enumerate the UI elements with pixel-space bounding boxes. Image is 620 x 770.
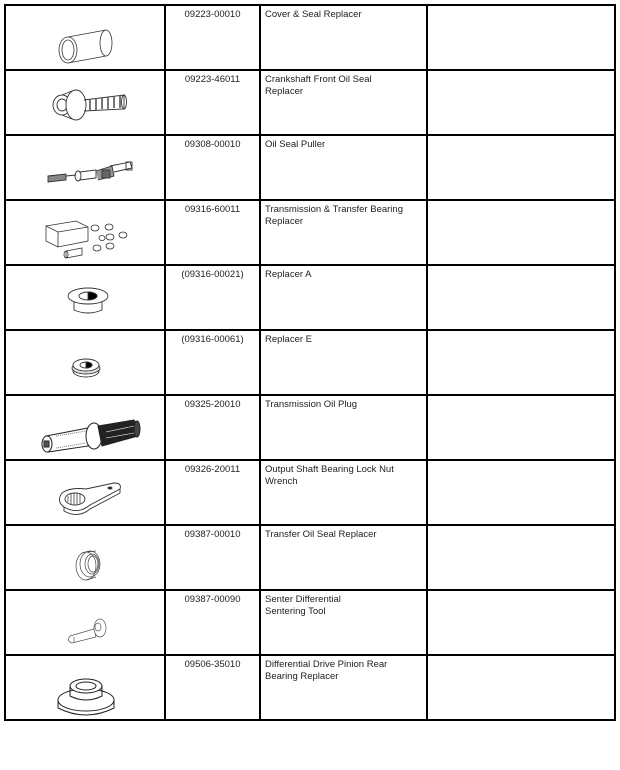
bearing-replacer-set-icon — [6, 201, 162, 266]
tool-image-cell — [5, 590, 165, 655]
tool-image-cell — [5, 70, 165, 135]
oil-plug-icon — [6, 396, 162, 461]
tool-name: Transmission Oil Plug — [260, 395, 427, 460]
tool-name: Output Shaft Bearing Lock Nut Wrench — [260, 460, 427, 525]
tool-image-cell — [5, 265, 165, 330]
replacer-ring-icon — [6, 331, 162, 396]
tool-row — [5, 590, 615, 655]
tool-name: Cover & Seal Replacer — [260, 5, 427, 70]
tool-image-cell — [5, 200, 165, 265]
notes-cell — [427, 590, 615, 655]
tool-image-cell — [5, 655, 165, 720]
notes-cell — [427, 135, 615, 200]
seal-replacer-shaft-icon — [6, 71, 162, 136]
notes-cell — [427, 265, 615, 330]
tool-row — [5, 200, 615, 265]
tool-name: Replacer E — [260, 330, 427, 395]
tool-row — [5, 395, 615, 460]
tool-image-cell — [5, 525, 165, 590]
cylinder-sleeve-icon — [6, 6, 162, 71]
part-number: 09326-20011 — [165, 460, 260, 525]
tool-image-cell — [5, 395, 165, 460]
tool-row — [5, 460, 615, 525]
seal-replacer-ring-icon — [6, 526, 162, 591]
tool-row — [5, 655, 615, 720]
tool-row — [5, 70, 615, 135]
oil-seal-puller-icon — [6, 136, 162, 201]
part-number: 09387-00090 — [165, 590, 260, 655]
part-number: 09223-00010 — [165, 5, 260, 70]
tool-name: Differential Drive Pinion Rear Bearing Replacer — [260, 655, 427, 720]
tool-name: Senter Differential Sentering Tool — [260, 590, 427, 655]
tool-name: Transfer Oil Seal Replacer — [260, 525, 427, 590]
tool-name: Replacer A — [260, 265, 427, 330]
notes-cell — [427, 70, 615, 135]
replacer-collar-icon — [6, 266, 162, 331]
tool-row — [5, 330, 615, 395]
tool-row — [5, 5, 615, 70]
tool-row — [5, 525, 615, 590]
tool-image-cell — [5, 135, 165, 200]
notes-cell — [427, 460, 615, 525]
special-tools-table — [4, 4, 616, 721]
part-number: 09223-46011 — [165, 70, 260, 135]
centering-pin-icon — [6, 591, 162, 656]
notes-cell — [427, 525, 615, 590]
tool-name: Transmission & Transfer Bearing Replacer — [260, 200, 427, 265]
part-number: 09387-00010 — [165, 525, 260, 590]
tool-image-cell — [5, 460, 165, 525]
notes-cell — [427, 655, 615, 720]
bearing-replacer-disc-icon — [6, 656, 162, 721]
tool-row — [5, 265, 615, 330]
part-number: 09316-60011 — [165, 200, 260, 265]
notes-cell — [427, 395, 615, 460]
notes-cell — [427, 5, 615, 70]
tool-name: Crankshaft Front Oil Seal Replacer — [260, 70, 427, 135]
part-number: (09316-00061) — [165, 330, 260, 395]
tool-image-cell — [5, 330, 165, 395]
tool-name: Oil Seal Puller — [260, 135, 427, 200]
lock-nut-wrench-icon — [6, 461, 162, 526]
part-number: 09308-00010 — [165, 135, 260, 200]
part-number: (09316-00021) — [165, 265, 260, 330]
tool-image-cell — [5, 5, 165, 70]
part-number: 09325-20010 — [165, 395, 260, 460]
tool-row — [5, 135, 615, 200]
notes-cell — [427, 330, 615, 395]
notes-cell — [427, 200, 615, 265]
part-number: 09506-35010 — [165, 655, 260, 720]
